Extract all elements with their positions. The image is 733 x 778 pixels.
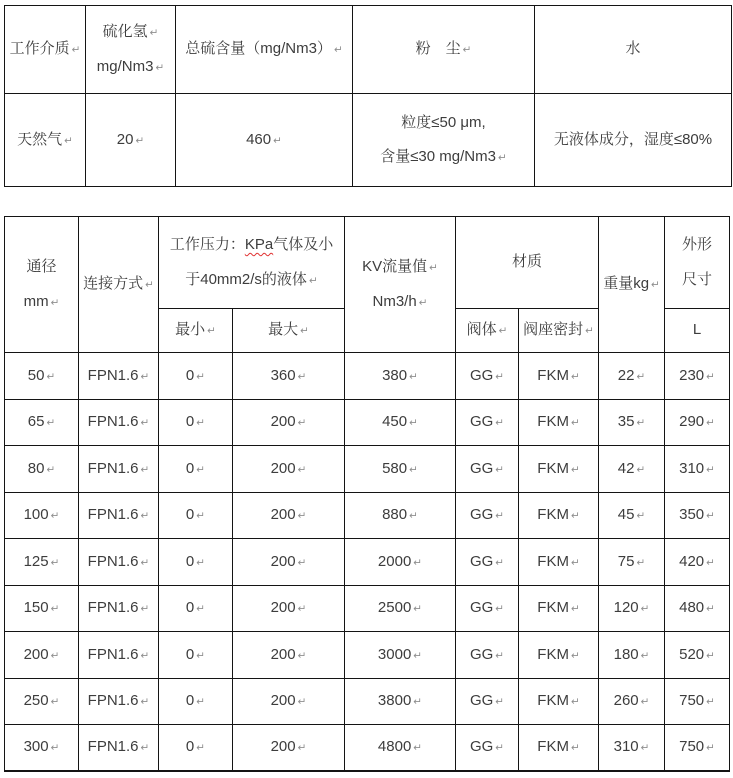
spec-cell-connection: FPN1.6 ↵ bbox=[79, 399, 159, 446]
misspelled-word: KPa bbox=[244, 236, 274, 253]
spec-cell-max: 360 ↵ bbox=[233, 353, 345, 400]
spec-cell-max: 200 ↵ bbox=[233, 585, 345, 632]
cell-text: 阀座密封 bbox=[523, 321, 584, 339]
return-mark: ↵ bbox=[570, 603, 580, 615]
spec-cell-body: GG ↵ bbox=[456, 539, 519, 586]
cell-line bbox=[667, 263, 727, 298]
spec-cell-seat-seal: FKM ↵ bbox=[519, 446, 599, 493]
cell-text: 最大 bbox=[268, 321, 299, 339]
spec-cell-length: 310 ↵ bbox=[665, 446, 730, 493]
return-mark: ↵ bbox=[297, 510, 307, 522]
cell-text: mg/Nm3 bbox=[96, 57, 154, 75]
spec-cell-dn: 125 ↵ bbox=[5, 539, 79, 586]
return-mark: ↵ bbox=[413, 696, 423, 708]
spec-row bbox=[5, 446, 730, 493]
return-mark: ↵ bbox=[207, 325, 216, 338]
return-mark: ↵ bbox=[50, 742, 60, 755]
spec-cell-length: 750 ↵ bbox=[665, 678, 730, 725]
return-mark: ↵ bbox=[498, 325, 508, 338]
return-mark: ↵ bbox=[570, 370, 580, 383]
return-mark: ↵ bbox=[636, 417, 646, 429]
return-mark: ↵ bbox=[140, 370, 150, 383]
spec-cell-dn: 100 ↵ bbox=[5, 492, 79, 539]
return-mark: ↵ bbox=[297, 649, 307, 662]
cell-text: 阀体 bbox=[466, 321, 497, 339]
cell-line bbox=[161, 263, 342, 298]
return-mark: ↵ bbox=[140, 417, 150, 429]
spec-cell-dn: 200 ↵ bbox=[5, 632, 79, 679]
return-mark: ↵ bbox=[196, 510, 206, 522]
spec-cell-min: 0 ↵ bbox=[159, 678, 233, 725]
cell-text: 气体及小 bbox=[273, 236, 334, 253]
spec-cell-seat-seal: FKM ↵ bbox=[519, 725, 599, 772]
return-mark: ↵ bbox=[706, 649, 715, 662]
return-mark: ↵ bbox=[636, 370, 646, 383]
return-mark: ↵ bbox=[640, 742, 650, 755]
spec-row bbox=[5, 585, 730, 632]
spec-cell-kv: 4800 ↵ bbox=[345, 725, 456, 772]
spec-cell-connection: FPN1.6 ↵ bbox=[79, 492, 159, 539]
return-mark: ↵ bbox=[46, 463, 56, 476]
spec-cell-seat-seal: FKM ↵ bbox=[519, 585, 599, 632]
return-mark: ↵ bbox=[640, 696, 650, 708]
spec-cell-body: GG ↵ bbox=[456, 678, 519, 725]
spec-cell-max: 200 ↵ bbox=[233, 492, 345, 539]
return-mark: ↵ bbox=[636, 510, 646, 522]
return-mark: ↵ bbox=[413, 649, 423, 662]
spec-cell-seat-seal: FKM ↵ bbox=[519, 678, 599, 725]
header-kv-flow bbox=[345, 217, 456, 353]
spec-cell-weight: 260 ↵ bbox=[599, 678, 665, 725]
header-weight bbox=[599, 217, 665, 353]
return-mark: ↵ bbox=[50, 556, 60, 569]
spec-cell-max: 200 ↵ bbox=[233, 446, 345, 493]
return-mark: ↵ bbox=[706, 510, 715, 522]
return-mark: ↵ bbox=[273, 134, 282, 147]
cell-text: 水 bbox=[625, 40, 641, 58]
media-properties-table bbox=[4, 5, 732, 187]
return-mark: ↵ bbox=[418, 296, 428, 309]
return-mark: ↵ bbox=[135, 134, 145, 147]
spec-cell-weight: 120 ↵ bbox=[599, 585, 665, 632]
cell-text: 20 bbox=[116, 130, 134, 148]
cell-medium bbox=[5, 94, 86, 187]
return-mark: ↵ bbox=[140, 696, 150, 708]
spec-cell-body: GG ↵ bbox=[456, 632, 519, 679]
spec-cell-connection: FPN1.6 ↵ bbox=[79, 539, 159, 586]
spec-row bbox=[5, 725, 730, 772]
spec-cell-weight: 310 ↵ bbox=[599, 725, 665, 772]
spec-table-body bbox=[5, 353, 730, 772]
spec-cell-seat-seal: FKM ↵ bbox=[519, 492, 599, 539]
return-mark: ↵ bbox=[495, 417, 505, 429]
return-mark: ↵ bbox=[50, 510, 60, 522]
return-mark: ↵ bbox=[706, 696, 715, 708]
spec-cell-length: 420 ↵ bbox=[665, 539, 730, 586]
cell-line bbox=[88, 50, 173, 85]
return-mark: ↵ bbox=[140, 742, 150, 755]
spec-header-row-1 bbox=[5, 217, 730, 309]
spec-cell-min: 0 ↵ bbox=[159, 492, 233, 539]
spec-cell-length: 290 ↵ bbox=[665, 399, 730, 446]
return-mark: ↵ bbox=[140, 463, 150, 476]
return-mark: ↵ bbox=[570, 696, 580, 708]
spec-cell-connection: FPN1.6 ↵ bbox=[79, 725, 159, 772]
cell-text: 外形 bbox=[682, 236, 713, 253]
spec-cell-seat-seal: FKM ↵ bbox=[519, 353, 599, 400]
return-mark: ↵ bbox=[297, 370, 307, 383]
cell-line bbox=[347, 285, 453, 320]
return-mark: ↵ bbox=[497, 152, 507, 164]
return-mark: ↵ bbox=[196, 603, 206, 615]
spec-cell-connection: FPN1.6 ↵ bbox=[79, 632, 159, 679]
cell-line bbox=[161, 228, 342, 263]
spec-cell-body: GG ↵ bbox=[456, 353, 519, 400]
spec-row bbox=[5, 492, 730, 539]
header-total-sulfur bbox=[176, 6, 353, 94]
header-water bbox=[535, 6, 732, 94]
spec-cell-kv: 880 ↵ bbox=[345, 492, 456, 539]
spec-cell-min: 0 ↵ bbox=[159, 632, 233, 679]
spec-cell-min: 0 ↵ bbox=[159, 725, 233, 772]
header-min bbox=[159, 309, 233, 353]
return-mark: ↵ bbox=[706, 417, 715, 429]
cell-text: 尺寸 bbox=[682, 270, 713, 288]
header-working-medium bbox=[5, 6, 86, 94]
return-mark: ↵ bbox=[149, 27, 159, 39]
spec-cell-kv: 450 ↵ bbox=[345, 399, 456, 446]
cell-text: 材质 bbox=[512, 253, 543, 271]
return-mark: ↵ bbox=[409, 463, 418, 476]
return-mark: ↵ bbox=[495, 463, 505, 476]
spec-cell-max: 200 ↵ bbox=[233, 399, 345, 446]
cell-text: 硫化氢 bbox=[102, 23, 148, 40]
return-mark: ↵ bbox=[140, 556, 150, 569]
spec-row bbox=[5, 678, 730, 725]
return-mark: ↵ bbox=[495, 649, 505, 662]
cell-dust-value bbox=[353, 94, 535, 187]
header-seat-seal bbox=[519, 309, 599, 353]
header-length-L bbox=[665, 309, 730, 353]
spec-cell-dn: 150 ↵ bbox=[5, 585, 79, 632]
cell-line bbox=[355, 140, 532, 175]
header-valve-body bbox=[456, 309, 519, 353]
cell-text: 460 bbox=[246, 130, 272, 148]
spec-cell-weight: 180 ↵ bbox=[599, 632, 665, 679]
spec-cell-length: 480 ↵ bbox=[665, 585, 730, 632]
return-mark: ↵ bbox=[297, 417, 307, 429]
return-mark: ↵ bbox=[462, 44, 472, 57]
return-mark: ↵ bbox=[297, 556, 307, 569]
return-mark: ↵ bbox=[50, 296, 60, 309]
spec-cell-weight: 22 ↵ bbox=[599, 353, 665, 400]
spec-cell-max: 200 ↵ bbox=[233, 539, 345, 586]
spec-cell-dn: 50 ↵ bbox=[5, 353, 79, 400]
cell-h2s-value bbox=[86, 94, 176, 187]
cell-text: mm bbox=[23, 292, 49, 310]
spec-cell-length: 750 ↵ bbox=[665, 725, 730, 772]
cell-text: 连接方式 bbox=[83, 275, 144, 293]
cell-line bbox=[7, 285, 76, 320]
return-mark: ↵ bbox=[196, 370, 206, 383]
return-mark: ↵ bbox=[651, 279, 660, 292]
return-mark: ↵ bbox=[495, 556, 505, 569]
spec-row bbox=[5, 632, 730, 679]
cell-text: 无液体成分，湿度≤80% bbox=[553, 130, 713, 148]
cell-text: 工作压力： bbox=[169, 236, 245, 253]
return-mark: ↵ bbox=[495, 603, 505, 615]
spec-cell-max: 200 ↵ bbox=[233, 725, 345, 772]
header-connection bbox=[79, 217, 159, 353]
return-mark: ↵ bbox=[297, 696, 307, 708]
spec-cell-min: 0 ↵ bbox=[159, 585, 233, 632]
return-mark: ↵ bbox=[71, 44, 81, 57]
spec-cell-weight: 75 ↵ bbox=[599, 539, 665, 586]
cell-line bbox=[7, 250, 76, 285]
return-mark: ↵ bbox=[495, 370, 505, 383]
return-mark: ↵ bbox=[297, 742, 307, 755]
return-mark: ↵ bbox=[140, 510, 150, 522]
return-mark: ↵ bbox=[706, 556, 715, 569]
return-mark: ↵ bbox=[50, 696, 60, 708]
cell-text: 于40mm2/s的液体 bbox=[185, 270, 307, 288]
spec-cell-connection: FPN1.6 ↵ bbox=[79, 678, 159, 725]
cell-text: KV流量值 bbox=[362, 258, 428, 275]
return-mark: ↵ bbox=[413, 742, 423, 755]
cell-text: 通径 bbox=[26, 258, 57, 275]
return-mark: ↵ bbox=[706, 742, 715, 755]
cell-text: 含量≤30 mg/Nm3 bbox=[380, 148, 496, 165]
spec-cell-weight: 35 ↵ bbox=[599, 399, 665, 446]
return-mark: ↵ bbox=[297, 463, 307, 476]
return-mark: ↵ bbox=[64, 134, 73, 147]
spec-cell-body: GG ↵ bbox=[456, 585, 519, 632]
return-mark: ↵ bbox=[585, 325, 594, 338]
spec-cell-body: GG ↵ bbox=[456, 399, 519, 446]
return-mark: ↵ bbox=[429, 262, 438, 274]
return-mark: ↵ bbox=[196, 463, 206, 476]
return-mark: ↵ bbox=[706, 603, 715, 615]
return-mark: ↵ bbox=[196, 696, 206, 708]
spec-cell-min: 0 ↵ bbox=[159, 353, 233, 400]
return-mark: ↵ bbox=[413, 556, 423, 569]
return-mark: ↵ bbox=[636, 556, 646, 569]
return-mark: ↵ bbox=[640, 649, 650, 662]
return-mark: ↵ bbox=[706, 463, 715, 476]
return-mark: ↵ bbox=[50, 603, 60, 615]
spec-cell-kv: 380 ↵ bbox=[345, 353, 456, 400]
cell-water-value bbox=[535, 94, 732, 187]
spec-cell-kv: 2500 ↵ bbox=[345, 585, 456, 632]
return-mark: ↵ bbox=[140, 649, 150, 662]
spec-cell-max: 200 ↵ bbox=[233, 678, 345, 725]
spec-cell-connection: FPN1.6 ↵ bbox=[79, 446, 159, 493]
cell-line bbox=[355, 106, 532, 141]
cell-text: 粉 尘 bbox=[415, 40, 461, 58]
spec-cell-body: GG ↵ bbox=[456, 725, 519, 772]
spec-cell-seat-seal: FKM ↵ bbox=[519, 539, 599, 586]
return-mark: ↵ bbox=[155, 61, 165, 74]
cell-text: 天然气 bbox=[17, 130, 63, 148]
spec-cell-weight: 45 ↵ bbox=[599, 492, 665, 539]
header-h2s bbox=[86, 6, 176, 94]
return-mark: ↵ bbox=[570, 417, 580, 429]
cell-text: Nm3/h bbox=[372, 292, 417, 310]
return-mark: ↵ bbox=[409, 370, 418, 383]
cell-text: 工作介质 bbox=[9, 40, 70, 58]
return-mark: ↵ bbox=[570, 649, 580, 662]
return-mark: ↵ bbox=[50, 649, 60, 662]
header-outline-dim bbox=[665, 217, 730, 309]
spec-cell-kv: 580 ↵ bbox=[345, 446, 456, 493]
return-mark: ↵ bbox=[495, 742, 505, 755]
spec-row bbox=[5, 539, 730, 586]
return-mark: ↵ bbox=[145, 279, 154, 292]
header-dust bbox=[353, 6, 535, 94]
cell-line bbox=[347, 250, 453, 285]
cell-text: L bbox=[692, 321, 702, 339]
spec-cell-max: 200 ↵ bbox=[233, 632, 345, 679]
spec-cell-dn: 300 ↵ bbox=[5, 725, 79, 772]
return-mark: ↵ bbox=[570, 510, 580, 522]
cell-line bbox=[88, 15, 173, 50]
return-mark: ↵ bbox=[706, 370, 715, 383]
spec-cell-min: 0 ↵ bbox=[159, 399, 233, 446]
cell-total-sulfur-value bbox=[176, 94, 353, 187]
cell-text: 最小 bbox=[175, 321, 206, 339]
spec-row bbox=[5, 399, 730, 446]
media-header-row bbox=[5, 6, 732, 94]
spec-cell-dn: 65 ↵ bbox=[5, 399, 79, 446]
spec-cell-min: 0 ↵ bbox=[159, 446, 233, 493]
return-mark: ↵ bbox=[196, 742, 206, 755]
cell-text: 总硫含量（mg/Nm3） bbox=[185, 40, 332, 58]
return-mark: ↵ bbox=[297, 603, 307, 615]
return-mark: ↵ bbox=[413, 603, 423, 615]
spec-cell-dn: 250 ↵ bbox=[5, 678, 79, 725]
spec-cell-min: 0 ↵ bbox=[159, 539, 233, 586]
return-mark: ↵ bbox=[570, 463, 580, 476]
media-data-row bbox=[5, 94, 732, 187]
cell-line bbox=[667, 228, 727, 263]
header-max bbox=[233, 309, 345, 353]
spec-cell-length: 520 ↵ bbox=[665, 632, 730, 679]
return-mark: ↵ bbox=[495, 696, 505, 708]
return-mark: ↵ bbox=[46, 370, 56, 383]
spec-cell-weight: 42 ↵ bbox=[599, 446, 665, 493]
spec-cell-connection: FPN1.6 ↵ bbox=[79, 353, 159, 400]
return-mark: ↵ bbox=[409, 510, 418, 522]
return-mark: ↵ bbox=[140, 603, 150, 615]
return-mark: ↵ bbox=[640, 603, 650, 615]
return-mark: ↵ bbox=[409, 417, 418, 429]
spec-cell-body: GG ↵ bbox=[456, 492, 519, 539]
return-mark: ↵ bbox=[333, 44, 343, 57]
spec-cell-seat-seal: FKM ↵ bbox=[519, 632, 599, 679]
spec-cell-connection: FPN1.6 ↵ bbox=[79, 585, 159, 632]
return-mark: ↵ bbox=[196, 556, 206, 569]
spec-cell-dn: 80 ↵ bbox=[5, 446, 79, 493]
return-mark: ↵ bbox=[196, 417, 206, 429]
return-mark: ↵ bbox=[495, 510, 505, 522]
return-mark: ↵ bbox=[570, 742, 580, 755]
valve-spec-table bbox=[4, 216, 730, 772]
return-mark: ↵ bbox=[46, 417, 56, 429]
header-working-pressure bbox=[159, 217, 345, 309]
spec-cell-kv: 3000 ↵ bbox=[345, 632, 456, 679]
cell-text: 粒度≤50 μm, bbox=[401, 113, 486, 131]
return-mark: ↵ bbox=[636, 463, 646, 476]
spec-cell-length: 230 ↵ bbox=[665, 353, 730, 400]
return-mark: ↵ bbox=[300, 325, 309, 338]
spec-cell-seat-seal: FKM ↵ bbox=[519, 399, 599, 446]
cell-text: 重量kg bbox=[603, 275, 650, 293]
spec-cell-kv: 3800 ↵ bbox=[345, 678, 456, 725]
spec-cell-length: 350 ↵ bbox=[665, 492, 730, 539]
header-material bbox=[456, 217, 599, 309]
header-dn bbox=[5, 217, 79, 353]
spec-cell-body: GG ↵ bbox=[456, 446, 519, 493]
return-mark: ↵ bbox=[308, 274, 318, 287]
spec-row bbox=[5, 353, 730, 400]
return-mark: ↵ bbox=[196, 649, 206, 662]
spec-cell-kv: 2000 ↵ bbox=[345, 539, 456, 586]
return-mark: ↵ bbox=[570, 556, 580, 569]
